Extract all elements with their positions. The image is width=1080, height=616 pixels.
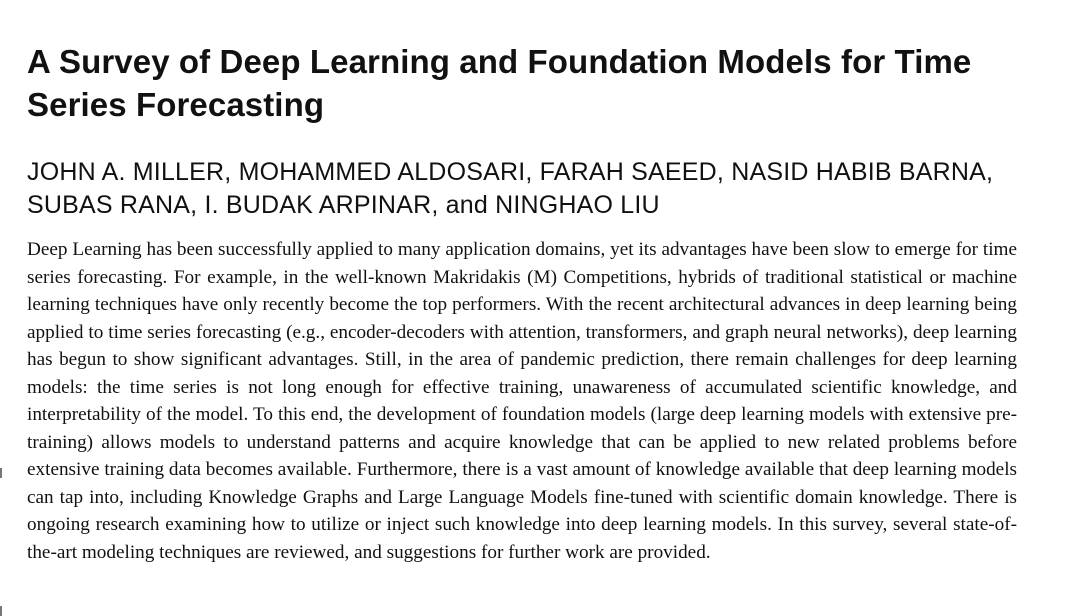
abstract-text: Deep Learning has been successfully applied to many application domains, yet its advantages have been slow to emerge for time series forecasting. For example, in the well-known Makridakis (M) Competitions, hybrids of traditional statistical or machine learning techniques have only recently become the top performers. With the recent architectural advances in deep learning being applied to time series forecasting (e.g., encoder-decoders with attention, transformers, and graph neural networks), deep learning has begun to show significant advantages. Still, in the area of pandemic prediction, there remain challenges for deep learning models: the time series is not long enough for effective training, unawareness of accumulated scientific knowledge, and interpretability of the model. To this end, the development of foundation models (large deep learning models with extensive pre-training) allows models to understand patterns and acquire knowledge that can be applied to new related problems before extensive training data becomes available. Furthermore, there is a vast amount of knowledge available that deep learning models can tap into, including Knowledge Graphs and Large Language Models fine-tuned with scientific domain knowledge. There is ongoing research examining how to utilize or inject such knowledge into deep learning models. In this survey, several state-of-the-art modeling techniques are reviewed, and suggestions for further work are provided. bbox=[27, 239, 1017, 563]
margin-line-mark bbox=[0, 606, 2, 616]
margin-line-mark bbox=[0, 468, 2, 478]
author-list: JOHN A. MILLER, MOHAMMED ALDOSARI, FARAH SAEED, NASID HABIB BARNA, SUBAS RANA, I. BUDAK ARPINAR, and NINGHAO LIU bbox=[27, 158, 994, 219]
paper-title: A Survey of Deep Learning and Foundation Models for Time Series Forecasting bbox=[27, 43, 972, 123]
paper-page bbox=[27, 40, 1017, 566]
